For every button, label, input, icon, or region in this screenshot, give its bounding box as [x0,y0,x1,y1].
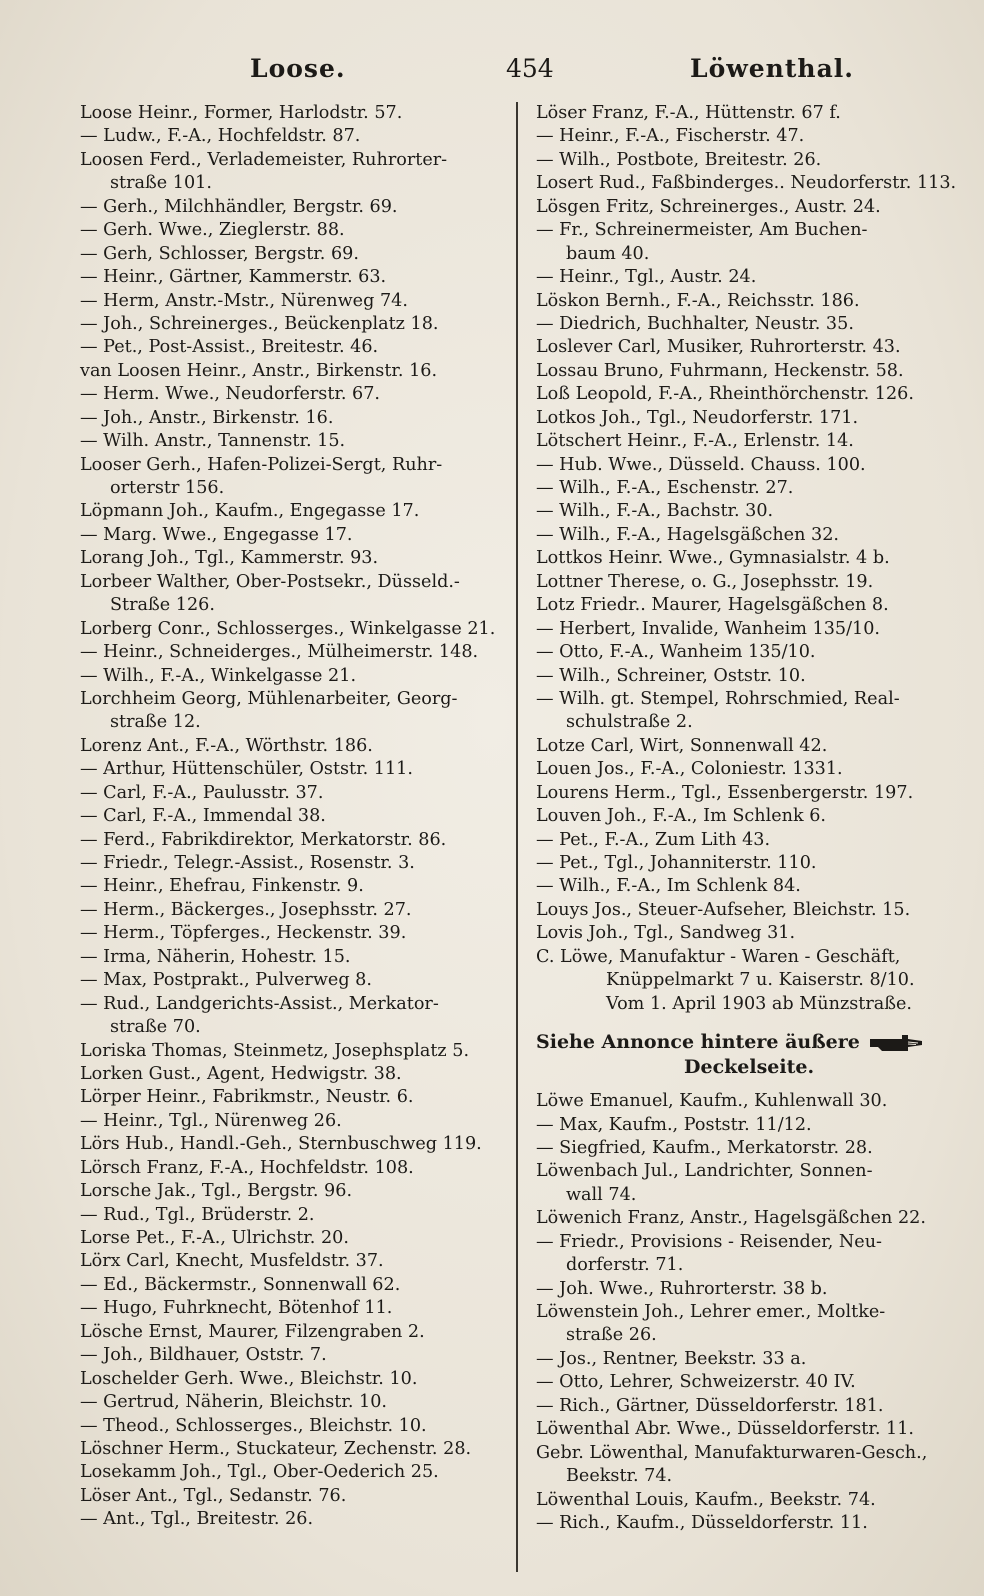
directory-entry: Loslever Carl, Musiker, Ruhrorterstr. 43. [536,337,901,358]
directory-entry: Lorenz Ant., F.-A., Wörthstr. 186. [80,735,373,756]
directory-entry: — Wilh., Postbote, Breitestr. 26. [536,149,822,170]
directory-entry: Löwenthal Abr. Wwe., Düsseldorferstr. 11. [536,1419,915,1440]
directory-entry: — Gerh., Milchhändler, Bergstr. 69. [80,196,398,217]
directory-entry: wall 74. [566,1184,637,1205]
directory-entry: Loosen Ferd., Verlademeister, Ruhrorter- [80,149,448,170]
directory-entry: — Rich., Kaufm., Düsseldorferstr. 11. [536,1512,868,1533]
directory-entry: Loriska Thomas, Steinmetz, Josephsplatz 5. [80,1040,470,1061]
directory-entry: — Wilh. Anstr., Tannenstr. 15. [80,431,346,452]
directory-entry: Losert Rud., Faßbinderges.. Neudorferstr. 113. [536,173,957,194]
directory-entry: Lotze Carl, Wirt, Sonnenwall 42. [536,735,828,756]
directory-entry: Lorang Joh., Tgl., Kammerstr. 93. [80,548,379,569]
directory-entry: Lorberg Conr., Schlosserges., Winkelgasse 21. [80,618,496,639]
directory-entry: — Otto, Lehrer, Schweizerstr. 40 IV. [536,1372,856,1393]
directory-entry: Straße 126. [110,595,215,616]
directory-entry: Lottner Therese, o. G., Josephsstr. 19. [536,571,874,592]
right-column [536,102,970,1535]
directory-entry: — Gerh. Wwe., Zieglerstr. 88. [80,220,345,241]
directory-entry: — Heinr., Schneiderges., Mülheimerstr. 148. [80,642,479,663]
directory-entry: Knüppelmarkt 7 u. Kaiserstr. 8/10. [606,970,915,991]
directory-entry: — Friedr., Provisions - Reisender, Neu- [536,1231,882,1252]
header-left-keyword: Loose. [250,54,346,83]
directory-entry: Lörx Carl, Knecht, Musfeldstr. 37. [80,1251,384,1272]
advert-line1: Siehe Annonce hintere äußere [536,1031,860,1054]
right-column-bottom-entries [536,1090,970,1535]
directory-entry: Löskon Bernh., F.-A., Reichsstr. 186. [536,290,860,311]
directory-entry: Lorchheim Georg, Mühlenarbeiter, Georg- [80,688,458,709]
directory-entry: — Friedr., Telegr.-Assist., Rosenstr. 3. [80,853,415,873]
advert-notice [536,1030,970,1080]
directory-entry: orterstr 156. [110,478,225,498]
directory-entry: — Wilh. gt. Stempel, Rohrschmied, Real- [536,688,900,709]
directory-entry: — Otto, F.-A., Wanheim 135/10. [536,642,816,663]
directory-entry: van Loosen Heinr., Anstr., Birkenstr. 16. [80,360,438,381]
directory-entry: Lotkos Joh., Tgl., Neudorferstr. 171. [536,407,859,428]
directory-entry: Vom 1. April 1903 ab Münzstraße. [606,993,912,1014]
directory-entry: — Arthur, Hüttenschüler, Oststr. 111. [80,759,413,780]
directory-entry: baum 40. [566,243,650,264]
directory-entry: — Diedrich, Buchhalter, Neustr. 35. [536,313,854,334]
advert-line2: Deckelseite. [684,1056,815,1079]
directory-entry: Louven Joh., F.-A., Im Schlenk 6. [536,806,826,827]
directory-entry: Lörsch Franz, F.-A., Hochfeldstr. 108. [80,1157,414,1178]
directory-entry: — Ant., Tgl., Breitestr. 26. [80,1509,314,1530]
directory-entry: — Pet., Post-Assist., Breitestr. 46. [80,337,379,358]
directory-entry: — Heinr., Ehefrau, Finkenstr. 9. [80,876,364,897]
directory-entry: schulstraße 2. [566,712,693,733]
directory-entry: — Gertrud, Näherin, Bleichstr. 10. [80,1392,388,1413]
page-header [70,54,944,94]
directory-entry: — Jos., Rentner, Beekstr. 33 a. [536,1348,807,1369]
directory-entry: — Pet., Tgl., Johanniterstr. 110. [536,853,817,873]
directory-entry: Löser Franz, F.-A., Hüttenstr. 67 f. [536,103,841,123]
directory-entry: — Carl, F.-A., Paulusstr. 37. [80,782,324,803]
directory-entry: — Rich., Gärtner, Düsseldorferstr. 181. [536,1395,884,1416]
directory-entry: — Joh., Schreinerges., Beückenplatz 18. [80,313,439,334]
header-right-keyword: Löwenthal. [690,54,854,83]
directory-entry: straße 26. [566,1325,657,1346]
directory-entry: Löschner Herm., Stuckateur, Zechenstr. 28. [80,1438,472,1459]
directory-entry: Loose Heinr., Former, Harlodstr. 57. [80,103,403,123]
directory-entry: — Wilh., F.-A., Eschenstr. 27. [536,478,794,498]
directory-entry: Lotz Friedr.. Maurer, Hagelsgäßchen 8. [536,595,889,616]
directory-entry: — Ferd., Fabrikdirektor, Merkatorstr. 86. [80,829,447,850]
directory-entry: Lorken Gust., Agent, Hedwigstr. 38. [80,1063,402,1084]
directory-entry: — Joh., Bildhauer, Oststr. 7. [80,1345,327,1366]
right-column-top-entries [536,102,970,1016]
directory-entry: Gebr. Löwenthal, Manufakturwaren-Gesch., [536,1442,928,1463]
directory-entry: — Heinr., Tgl., Austr. 24. [536,267,757,288]
directory-entry: — Rud., Landgerichts-Assist., Merkator- [80,993,439,1014]
directory-entry: — Siegfried, Kaufm., Merkatorstr. 28. [536,1137,873,1158]
directory-entry: — Rud., Tgl., Brüderstr. 2. [80,1204,315,1225]
directory-entry: Lourens Herm., Tgl., Essenbergerstr. 197. [536,782,914,803]
directory-entry: — Ludw., F.-A., Hochfeldstr. 87. [80,126,361,147]
directory-entry: Lorse Pet., F.-A., Ulrichstr. 20. [80,1228,349,1248]
pointing-hand-icon [868,1033,924,1053]
directory-entry: — Herbert, Invalide, Wanheim 135/10. [536,618,881,639]
directory-entry: straße 70. [110,1017,201,1038]
directory-entry: — Hub. Wwe., Düsseld. Chauss. 100. [536,454,866,475]
directory-entry: straße 12. [110,712,201,733]
directory-entry: — Fr., Schreinermeister, Am Buchen- [536,220,868,241]
directory-entry: — Joh., Anstr., Birkenstr. 16. [80,407,334,428]
directory-entry: Lötschert Heinr., F.-A., Erlenstr. 14. [536,431,854,452]
directory-entry: Lorbeer Walther, Ober-Postsekr., Düsseld.- [80,571,460,592]
directory-entry: — Wilh., F.-A., Bachstr. 30. [536,501,774,522]
directory-entry: Löwenich Franz, Anstr., Hagelsgäßchen 22. [536,1208,926,1229]
directory-entry: dorferstr. 71. [566,1255,684,1276]
directory-entry: — Carl, F.-A., Immendal 38. [80,806,326,827]
directory-entry: — Max, Kaufm., Poststr. 11/12. [536,1114,812,1135]
directory-entry: Lossau Bruno, Fuhrmann, Heckenstr. 58. [536,360,904,381]
directory-entry: Löwenthal Louis, Kaufm., Beekstr. 74. [536,1489,876,1510]
directory-entry: Loschelder Gerh. Wwe., Bleichstr. 10. [80,1368,418,1389]
directory-entry: Loß Leopold, F.-A., Rheinthörchenstr. 126. [536,384,914,405]
directory-entry: — Heinr., F.-A., Fischerstr. 47. [536,126,805,147]
directory-entry: Louys Jos., Steuer-Aufseher, Bleichstr. 15. [536,899,911,920]
directory-entry: — Wilh., F.-A., Im Schlenk 84. [536,876,801,897]
directory-entry: Lösgen Fritz, Schreinerges., Austr. 24. [536,196,881,217]
directory-entry: Lörs Hub., Handl.-Geh., Sternbuschweg 119. [80,1134,482,1155]
directory-entry: — Ed., Bäckermstr., Sonnenwall 62. [80,1274,401,1295]
directory-entry: — Max, Postprakt., Pulverweg 8. [80,970,372,991]
directory-entry: Löwe Emanuel, Kaufm., Kuhlenwall 30. [536,1091,888,1112]
directory-entry: — Herm., Töpferges., Heckenstr. 39. [80,923,407,944]
directory-entry: — Wilh., F.-A., Hagelsgäßchen 32. [536,524,839,545]
directory-entry: Louen Jos., F.-A., Coloniestr. 1331. [536,759,843,780]
directory-entry: Lösche Ernst, Maurer, Filzengraben 2. [80,1321,425,1342]
directory-entry: — Heinr., Gärtner, Kammerstr. 63. [80,267,387,288]
directory-entry: — Gerh, Schlosser, Bergstr. 69. [80,243,359,264]
directory-entry: Lottkos Heinr. Wwe., Gymnasialstr. 4 b. [536,548,890,569]
directory-entry: — Wilh., F.-A., Winkelgasse 21. [80,665,357,686]
directory-entry: — Herm. Wwe., Neudorferstr. 67. [80,384,381,405]
directory-entry: — Hugo, Fuhrknecht, Bötenhof 11. [80,1298,393,1319]
directory-entry: Looser Gerh., Hafen-Polizei-Sergt, Ruhr- [80,454,443,475]
left-column [80,102,508,1532]
directory-entry: — Theod., Schlosserges., Bleichstr. 10. [80,1415,427,1436]
directory-entry: Löpmann Joh., Kaufm., Engegasse 17. [80,501,420,522]
directory-entry: Löser Ant., Tgl., Sedanstr. 76. [80,1485,347,1506]
directory-entry: Löwenbach Jul., Landrichter, Sonnen- [536,1161,873,1182]
directory-entry: — Joh. Wwe., Ruhrorterstr. 38 b. [536,1278,828,1299]
directory-entry: Lörper Heinr., Fabrikmstr., Neustr. 6. [80,1087,414,1108]
column-divider [516,102,518,1572]
directory-entry: — Heinr., Tgl., Nürenweg 26. [80,1110,342,1131]
directory-entry: Losekamm Joh., Tgl., Ober-Oederich 25. [80,1462,439,1483]
directory-entry: Lorsche Jak., Tgl., Bergstr. 96. [80,1181,353,1202]
directory-entry: straße 101. [110,173,212,194]
directory-entry: — Wilh., Schreiner, Oststr. 10. [536,665,806,686]
directory-entry: Lovis Joh., Tgl., Sandweg 31. [536,923,796,944]
directory-entry: — Pet., F.-A., Zum Lith 43. [536,829,771,850]
directory-entry: Beekstr. 74. [566,1466,673,1487]
directory-entry: — Herm., Bäckerges., Josephsstr. 27. [80,899,412,920]
directory-entry: Löwenstein Joh., Lehrer emer., Moltke- [536,1302,886,1322]
directory-entry: — Irma, Näherin, Hohestr. 15. [80,946,351,967]
page-number: 454 [506,54,554,83]
directory-entry: — Herm, Anstr.-Mstr., Nürenweg 74. [80,290,408,311]
directory-entry: C. Löwe, Manufaktur - Waren - Geschäft, [536,946,901,967]
directory-entry: — Marg. Wwe., Engegasse 17. [80,524,353,545]
